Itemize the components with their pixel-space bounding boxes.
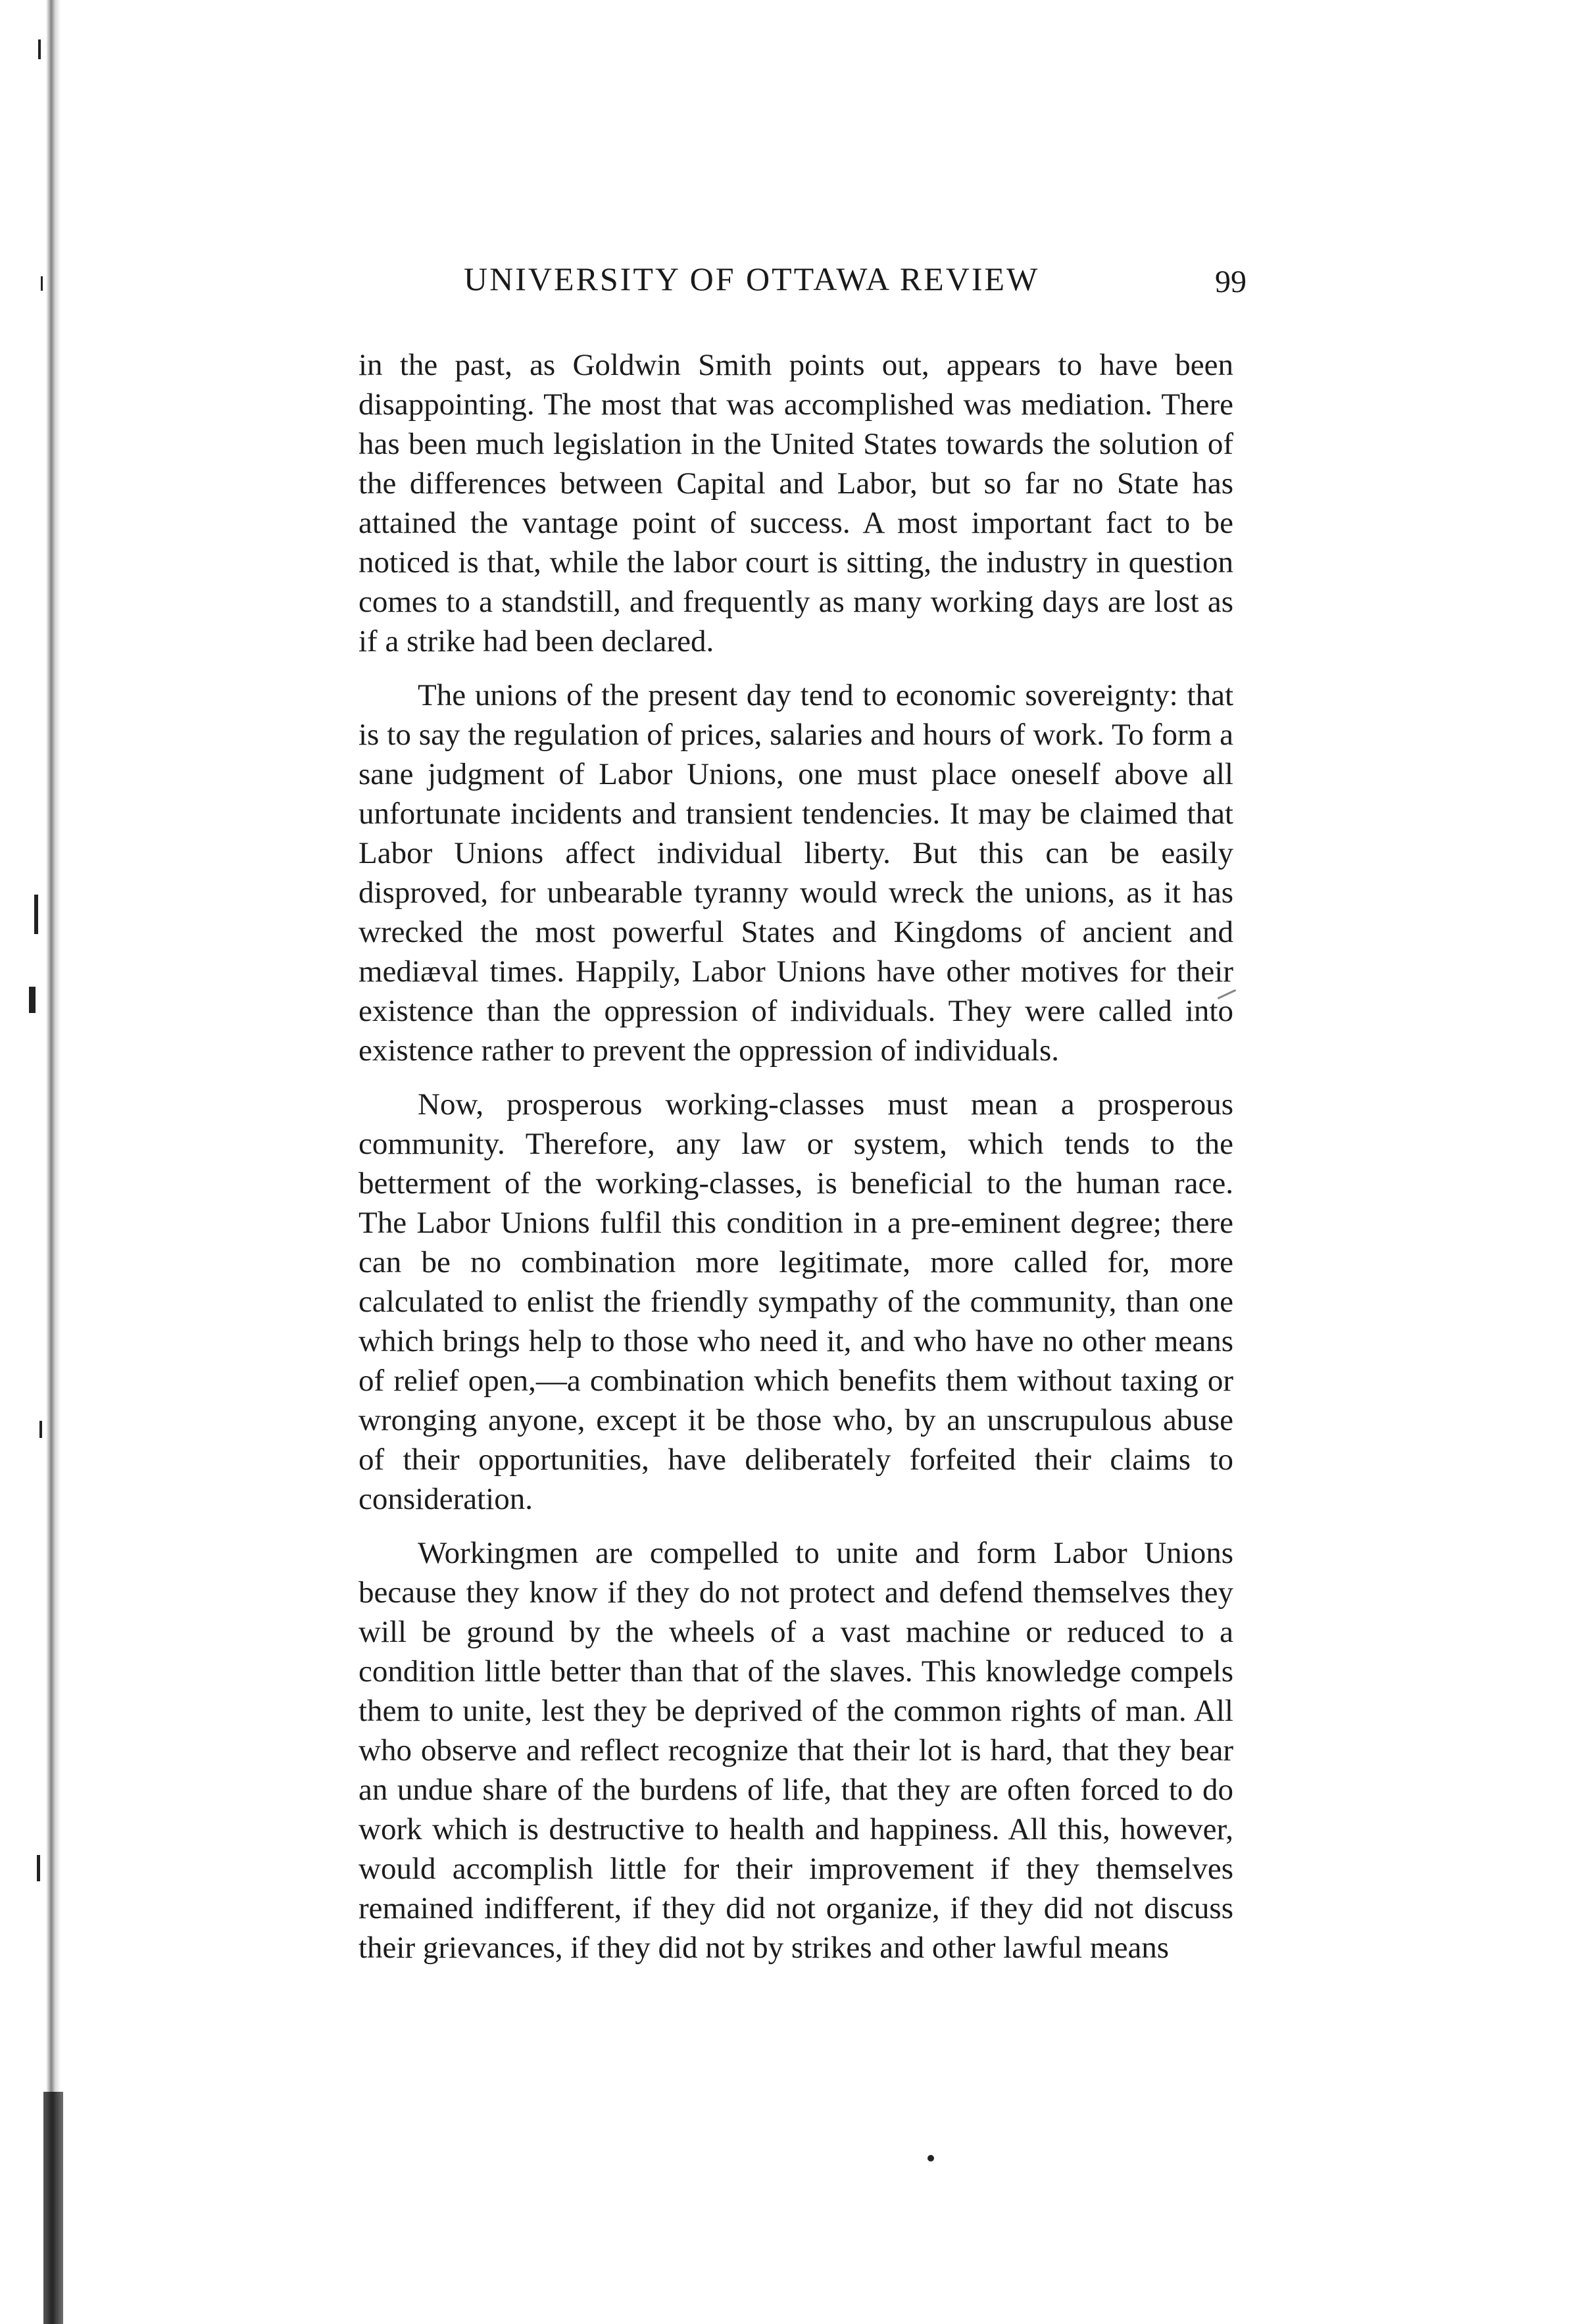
article-body bbox=[358, 345, 1233, 1982]
ink-dot bbox=[927, 2155, 934, 2162]
running-header bbox=[345, 260, 1247, 312]
journal-title: UNIVERSITY OF OTTAWA REVIEW bbox=[464, 260, 1040, 297]
paragraph: The unions of the present day tend to economic sovereignty: that is to say the regulation of prices, salaries and hours of work. To form a sane judgment of Labor Unions, one must place oneself above all unfortunate incidents and transient tendencies. It may be claimed that Labor Unions affect individual liberty. But this can be easily disproved, for unbearable tyranny would wreck the unions, as it has wrecked the most powerful States and Kingdoms of ancient and mediæval times. Happily, Labor Unions have other motives for their existence than the oppression of individuals. They were called into existence rather to prevent the oppression of individuals. bbox=[358, 678, 1233, 1068]
scan-binding-edge bbox=[0, 0, 72, 2324]
paragraph: Now, prosperous working-classes must mean a prosperous community. Therefore, any law or system, which tends to the betterment of the working-classes, is beneficial to the human race. The Labor Unions fulfil this condition in a pre-eminent degree; there can be no combination more legitimate, more called for, more calculated to enlist the friendly sympathy of the community, than one which brings help to those who need it, and who have no other means of relief open,—a combination which benefits them without taxing or wronging anyone, except it be those who, by an unscrupulous abuse of their opportunities, have deliberately forfeited their claims to consideration. bbox=[358, 1087, 1233, 1516]
scan-binding-shadow bbox=[43, 2092, 63, 2324]
page-number: 99 bbox=[1215, 264, 1247, 299]
paragraph-continuation: in the past, as Goldwin Smith points out, appears to have been disappointing. The most that was accomplished was mediation. There has been much legislation in the United States towards the solution of the differences between Capital and Labor, but so far no State has attained the vantage point of success. A most important fact to be noticed is that, while the labor court is sitting, the industry in question comes to a standstill, and frequently as many working days are lost as if a strike had been declared. bbox=[358, 348, 1233, 658]
paragraph: Workingmen are compelled to unite and form Labor Unions because they know if they do not protect and defend themselves they will be ground by the wheels of a vast machine or reduced to a condition little better than that of the slaves. This knowledge compels them to unite, lest they be deprived of the common rights of man. All who observe and reflect recognize that their lot is hard, that they bear an undue share of the burdens of life, that they are often forced to do work which is destructive to health and happiness. All this, however, would accomplish little for their improvement if they themselves remained indifferent, if they did not organize, if they did not discuss their grievances, if they did not by strikes and other lawful means bbox=[358, 1536, 1233, 1965]
